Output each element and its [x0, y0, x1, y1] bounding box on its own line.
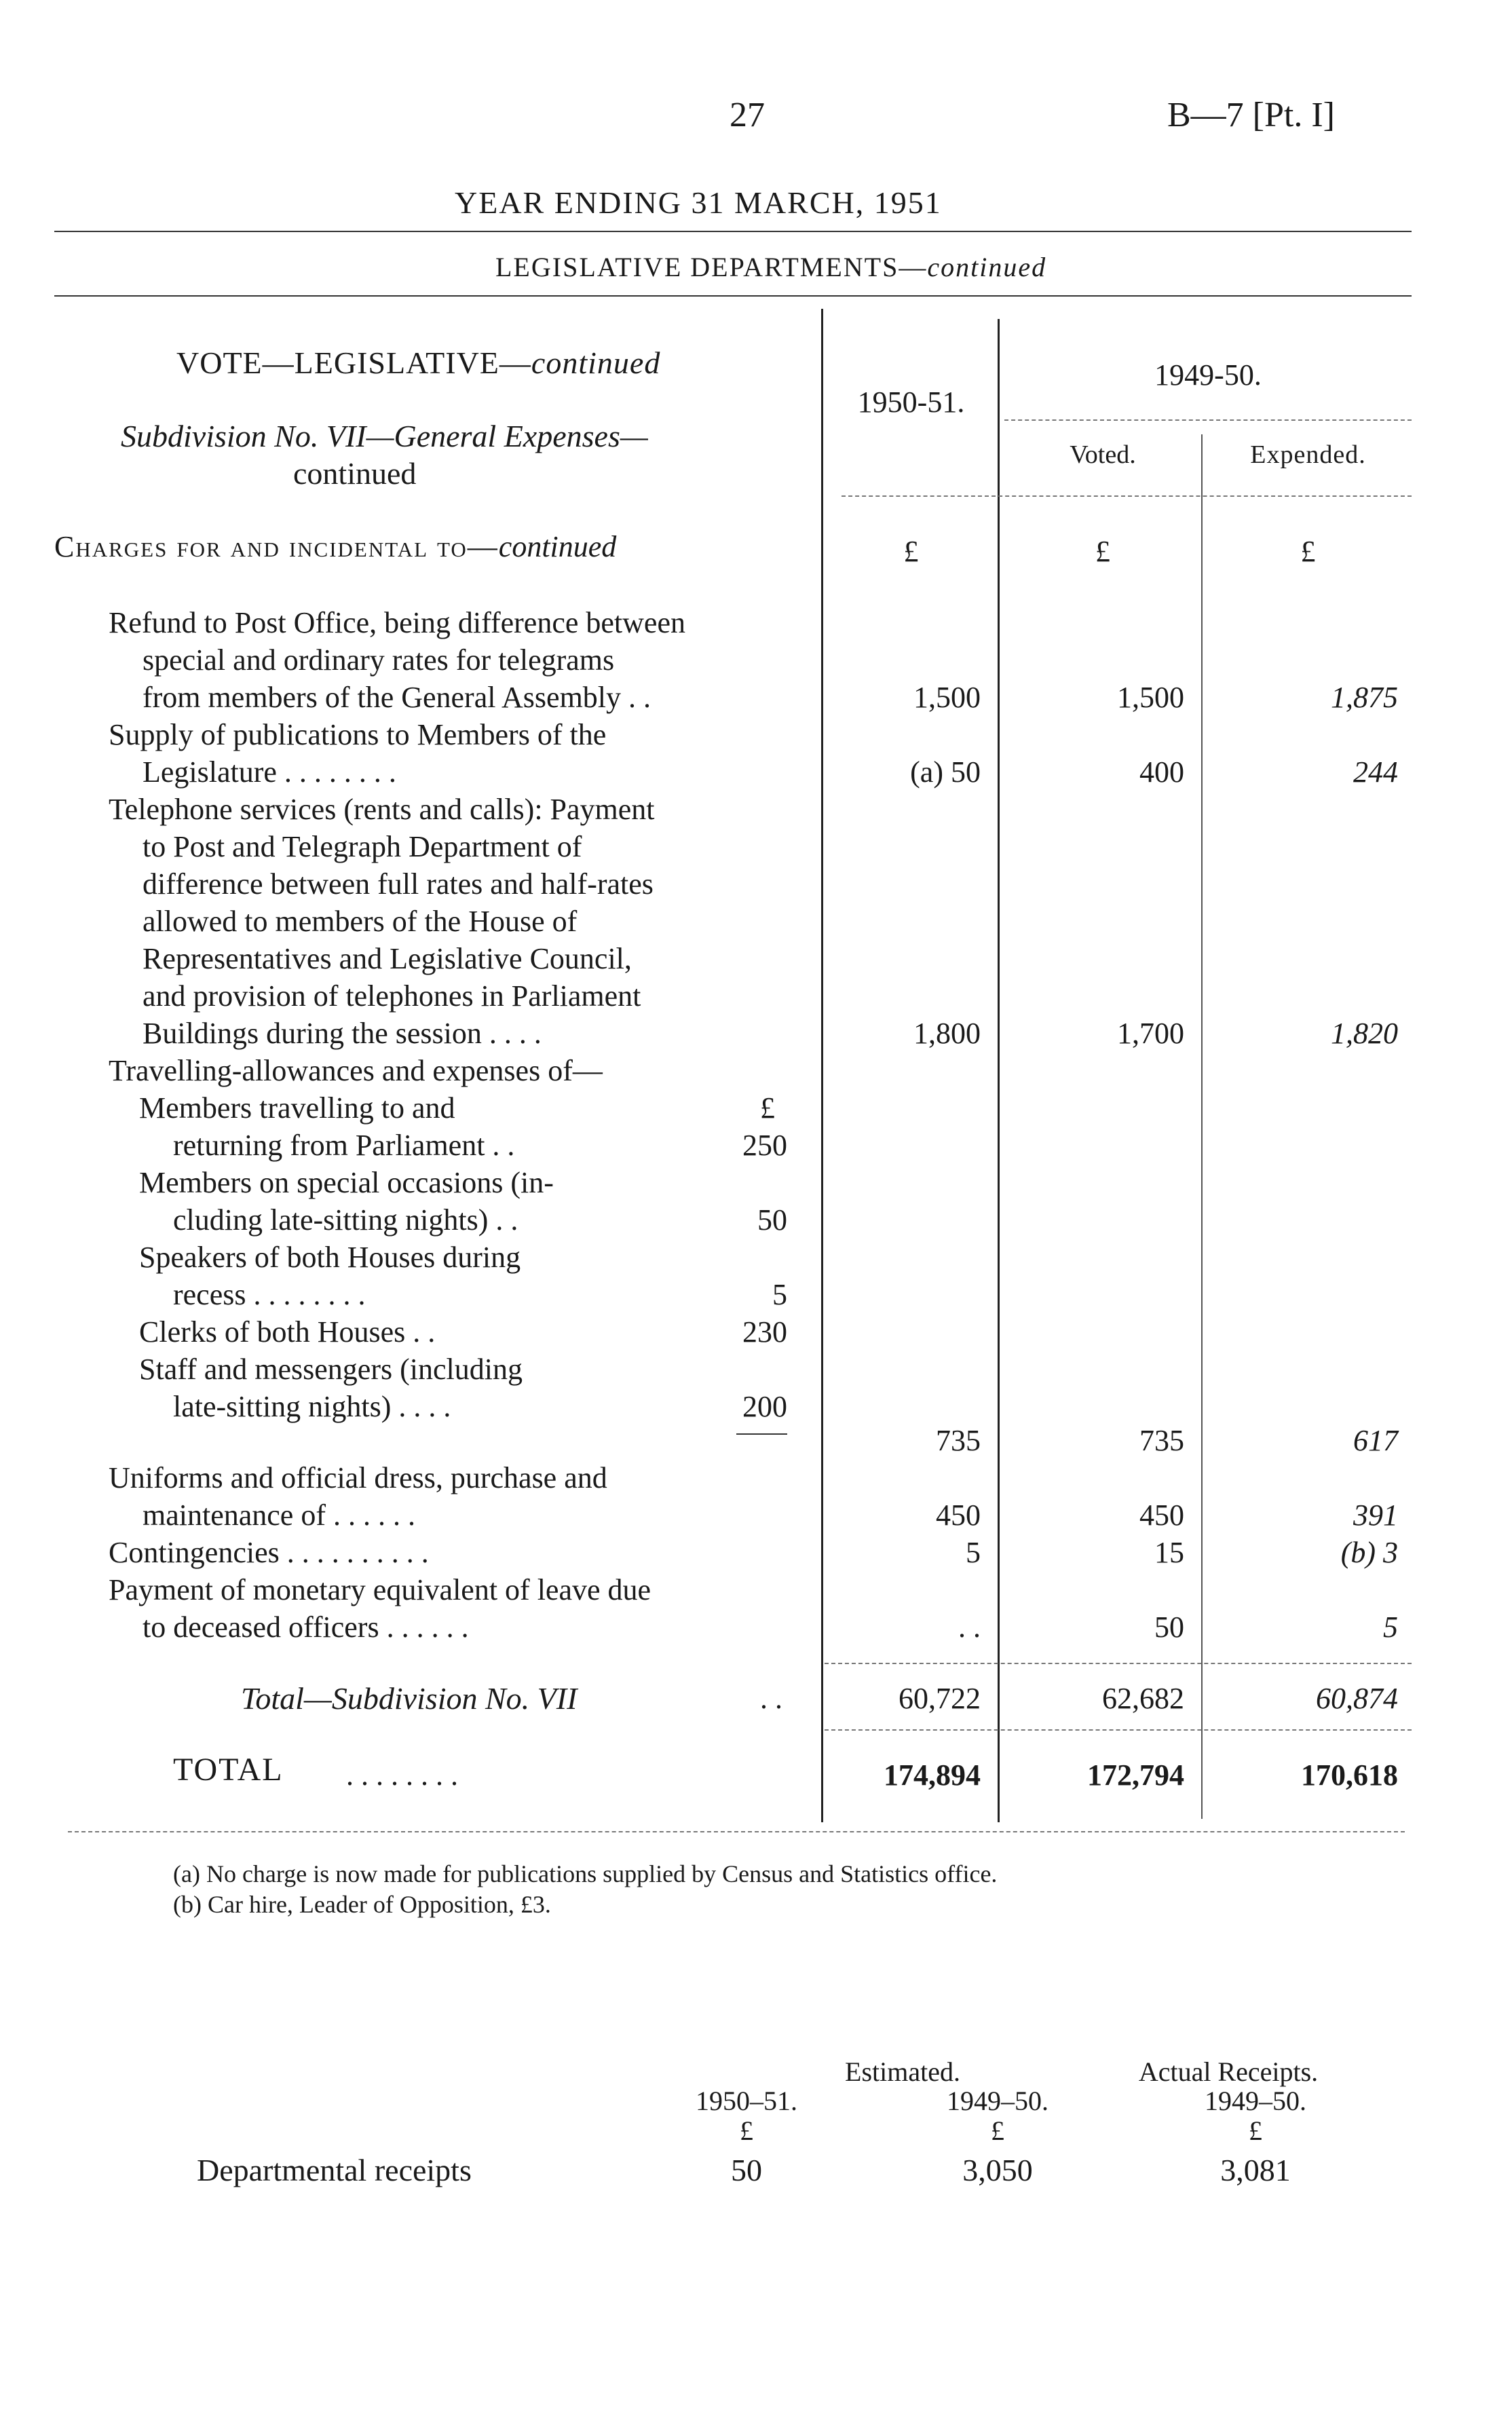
- value-expended: 617: [1353, 1424, 1398, 1457]
- value-expended: (b) 3: [1340, 1536, 1398, 1569]
- footnote-b: (b) Car hire, Leader of Opposition, £3.: [173, 1891, 551, 1918]
- travel-amount: 50: [757, 1203, 787, 1237]
- value-expended: 1,820: [1331, 1017, 1398, 1050]
- subtotal-expended: 60,874: [1316, 1682, 1398, 1715]
- item-contingencies: Contingencies . . . . . . . . . .: [109, 1536, 429, 1569]
- item-line: Clerks of both Houses . .: [139, 1315, 436, 1349]
- column-rule-3: [1201, 434, 1203, 1819]
- item-line: Speakers of both Houses during: [139, 1241, 521, 1274]
- grand-total-1950-51: 174,894: [884, 1758, 981, 1792]
- subdivision-total-label: Total—Subdivision No. VII: [241, 1681, 578, 1716]
- receipts-pound-1: £: [740, 2115, 753, 2146]
- item-line: Buildings during the session . . . .: [143, 1017, 542, 1050]
- item-line: Uniforms and official dress, purchase and: [109, 1461, 607, 1494]
- travel-amount: 5: [772, 1278, 787, 1311]
- header-rule-1: [54, 231, 1412, 232]
- travelling-pound-sign: £: [760, 1091, 775, 1125]
- value-1950-51: 735: [936, 1424, 981, 1457]
- item-line: Refund to Post Office, being difference between: [109, 606, 685, 639]
- item-uniforms: [109, 1459, 607, 1534]
- total-rule: [825, 1729, 1412, 1731]
- subdivision-total-dots: . .: [760, 1682, 782, 1715]
- item-line: to Post and Telegraph Department of: [143, 830, 582, 863]
- value-voted: 1,500: [1117, 681, 1184, 714]
- subtotal-1950-51: 60,722: [899, 1682, 981, 1715]
- header-rule-2: [54, 295, 1412, 297]
- department-title: [495, 251, 1046, 283]
- value-1950-51: (a) 50: [910, 755, 981, 789]
- item-line: recess . . . . . . . .: [173, 1278, 366, 1311]
- receipts-year-1: 1950–51.: [696, 2086, 797, 2116]
- col-header-rule: [842, 495, 1412, 497]
- item-line: returning from Parliament . .: [173, 1129, 515, 1162]
- value-voted: 400: [1139, 755, 1184, 789]
- charges-heading-main: Charges for and incidental to—: [54, 530, 499, 563]
- item-publications: [109, 716, 606, 791]
- item-line: and provision of telephones in Parliament: [143, 979, 641, 1013]
- page-number: 27: [730, 96, 765, 134]
- value-1950-51: 450: [936, 1499, 981, 1532]
- value-expended: 244: [1353, 755, 1398, 789]
- grand-total-voted: 172,794: [1087, 1758, 1184, 1792]
- item-line: Supply of publications to Members of the: [109, 718, 607, 751]
- item-line: maintenance of . . . . . .: [143, 1499, 415, 1532]
- item-line: Representatives and Legislative Council,: [143, 942, 632, 975]
- value-expended: 5: [1383, 1611, 1398, 1644]
- value-voted: 450: [1139, 1499, 1184, 1532]
- travel-subtotal-rule: [736, 1433, 787, 1435]
- item-line: Staff and messengers (including: [139, 1353, 523, 1386]
- column-rule-1: [821, 309, 823, 1822]
- currency-col1: £: [903, 535, 919, 568]
- table-bottom-rule: [68, 1831, 1405, 1832]
- travel-row-special-occasions: [139, 1164, 554, 1239]
- footnote-a: (a) No charge is now made for publications supplied by Census and Statistics office.: [173, 1860, 998, 1887]
- receipts-actual-label: Actual Receipts.: [1138, 2056, 1319, 2087]
- col-header-voted: Voted.: [1070, 440, 1136, 469]
- item-line: Payment of monetary equivalent of leave due: [109, 1573, 651, 1606]
- value-1950-51: 1,500: [913, 681, 981, 714]
- receipts-row-label: Departmental receipts: [197, 2153, 472, 2187]
- currency-col2: £: [1095, 535, 1110, 568]
- item-line: late-sitting nights) . . . .: [173, 1390, 451, 1423]
- item-line: Members travelling to and: [139, 1091, 455, 1125]
- receipts-value-1950-51: 50: [731, 2153, 762, 2187]
- grand-total-label: TOTAL: [173, 1752, 284, 1788]
- item-travelling-heading: Travelling-allowances and expenses of—: [109, 1054, 603, 1087]
- grand-total-expended: 170,618: [1301, 1758, 1398, 1792]
- item-telephone-services: [109, 791, 655, 1052]
- item-line: cluding late-sitting nights) . .: [173, 1203, 518, 1237]
- receipts-pound-2: £: [991, 2115, 1004, 2146]
- year-group-rule: [1004, 419, 1412, 421]
- value-voted: 735: [1139, 1424, 1184, 1457]
- receipts-value-1949-50: 3,050: [962, 2153, 1033, 2187]
- value-voted: 50: [1154, 1611, 1184, 1644]
- item-line: difference between full rates and half-rates: [143, 867, 654, 901]
- item-line: Legislature . . . . . . . .: [143, 755, 396, 789]
- travel-row-staff: [139, 1351, 523, 1425]
- subdivision-heading: Subdivision No. VII—General Expenses—: [121, 419, 648, 453]
- item-line: allowed to members of the House of: [143, 905, 578, 938]
- value-1950-51: 5: [966, 1536, 981, 1569]
- subdivision-heading-cont: continued: [293, 456, 417, 491]
- receipts-year-3: 1949–50.: [1205, 2086, 1306, 2116]
- travel-row-clerks: [139, 1313, 435, 1351]
- col-header-1949-50: 1949-50.: [1154, 358, 1262, 392]
- item-line: from members of the General Assembly . .: [143, 681, 651, 714]
- col-header-expended: Expended.: [1250, 440, 1366, 469]
- department-title-cont: continued: [927, 252, 1047, 282]
- year-title: YEAR ENDING 31 MARCH, 1951: [455, 185, 942, 220]
- value-expended: 391: [1353, 1499, 1398, 1532]
- page-reference: B—7 [Pt. I]: [1167, 96, 1335, 134]
- charges-heading: [54, 529, 616, 564]
- item-line: to deceased officers . . . . . .: [143, 1611, 469, 1644]
- col-header-1950-51: 1950-51.: [857, 385, 965, 419]
- item-leave-payment: [109, 1571, 651, 1646]
- item-post-office-refund: [109, 604, 685, 716]
- vote-title-main: VOTE—LEGISLATIVE—: [176, 345, 531, 380]
- column-rule-2: [998, 319, 1000, 1822]
- travel-amount: 230: [742, 1315, 787, 1349]
- item-line: Telephone services (rents and calls): Payment: [109, 793, 655, 826]
- travel-amount: 250: [742, 1129, 787, 1162]
- subtotal-rule: [825, 1663, 1412, 1664]
- receipts-estimated-label: Estimated.: [845, 2056, 960, 2087]
- value-voted: 15: [1154, 1536, 1184, 1569]
- subtotal-voted: 62,682: [1102, 1682, 1184, 1715]
- department-title-main: LEGISLATIVE DEPARTMENTS—: [495, 252, 928, 282]
- value-1950-51: . .: [958, 1611, 981, 1644]
- value-1950-51: 1,800: [913, 1017, 981, 1050]
- grand-total-dots: . . . . . . . .: [346, 1758, 458, 1792]
- travel-amount: 200: [742, 1390, 787, 1423]
- travel-row-members: [139, 1089, 514, 1164]
- receipts-year-2: 1949–50.: [947, 2086, 1048, 2116]
- currency-col3: £: [1300, 535, 1316, 568]
- receipts-value-actual: 3,081: [1220, 2153, 1291, 2187]
- item-line: Members on special occasions (in-: [139, 1166, 554, 1199]
- vote-title-cont: continued: [531, 345, 661, 380]
- vote-title: [176, 345, 660, 381]
- value-voted: 1,700: [1117, 1017, 1184, 1050]
- value-expended: 1,875: [1331, 681, 1398, 714]
- charges-heading-cont: continued: [498, 530, 617, 563]
- travel-row-speakers: [139, 1239, 521, 1313]
- item-line: special and ordinary rates for telegrams: [143, 643, 615, 677]
- receipts-pound-3: £: [1249, 2115, 1262, 2146]
